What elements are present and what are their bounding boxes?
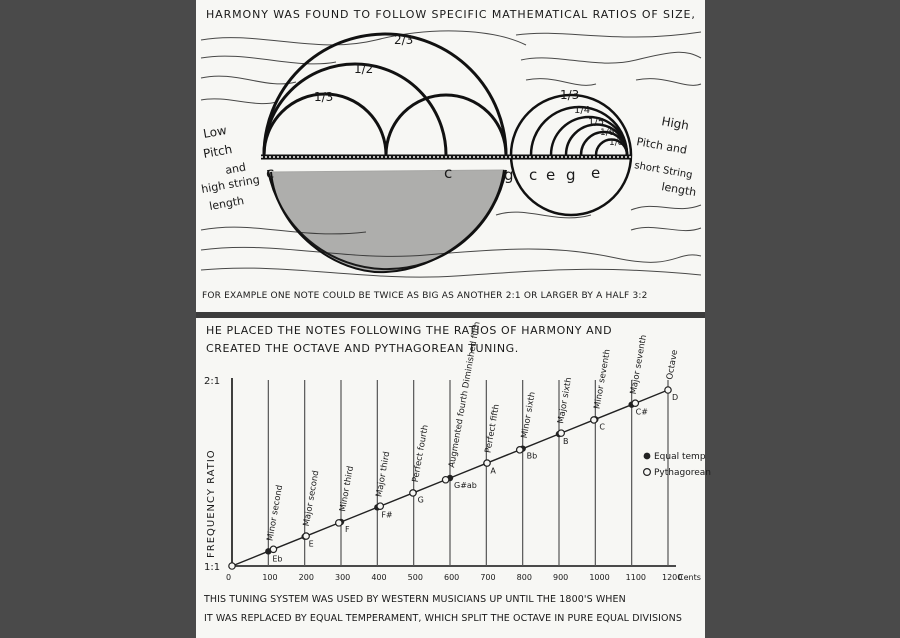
pythagorean-point-996 [591, 417, 597, 423]
interval-name-600: Augmented fourth Diminished fifth [447, 321, 483, 469]
x-axis-label: Cents [678, 573, 701, 582]
pythagorean-point-0 [229, 563, 235, 569]
note-label-1000: C [599, 422, 605, 432]
harmony-ratio-illustration [196, 0, 705, 313]
interval-name-900: Major sixth [556, 376, 575, 425]
interval-name-200: Major second [301, 469, 322, 528]
top-page-footer: FOR EXAMPLE ONE NOTE COULD BE TWICE AS BIG AS ANOTHER 2:1 OR LARGER BY A HALF 3:2 [202, 291, 648, 301]
arc-label-1-5: 1/5 [588, 117, 605, 128]
interval-name-300: Minor third [338, 465, 356, 513]
x-tick-label-1100: 1100 [625, 573, 647, 582]
y-axis-label: FREQUENCY RATIO [206, 449, 217, 558]
pythagorean-point-1200 [665, 387, 671, 393]
arc-label-2-3: 2/3 [394, 33, 414, 47]
bottom-page-heading-line-2: CREATED THE OCTAVE AND PYTHAGOREAN TUNING. [206, 342, 519, 355]
bottom-page-footer-line-1: THIS TUNING SYSTEM WAS USED BY WESTERN MUSICIANS UP UNTIL THE 1800'S WHEN [204, 594, 626, 605]
note-label-500: G [417, 495, 424, 505]
legend-equal-temp-label: Equal temp [654, 452, 706, 462]
arc-label-1-3-left: 1/3 [314, 90, 334, 104]
arc-label-1-8: 1/8 [609, 138, 624, 148]
bottom-page-footer-line-2: IT WAS REPLACED BY EQUAL TEMPERAMENT, WHICH SPLIT THE OCTAVE IN PURE EQUAL DIVISIONS [204, 613, 682, 624]
bottom-page-heading-line-1: HE PLACED THE NOTES FOLLOWING THE RATIOS OF HARMONY AND [206, 324, 613, 337]
note-label-100: Eb [272, 554, 283, 564]
note-label-600: G#ab [454, 481, 477, 490]
x-tick-label-400: 400 [371, 573, 387, 582]
interval-name-1200: Octave [665, 349, 681, 381]
x-tick-label-1200: 1200 [662, 573, 683, 582]
arc-label-1-4: 1/4 [574, 105, 591, 116]
note-label-300: F [345, 525, 350, 534]
low-label-line-1: Low [202, 123, 228, 141]
legend-equal-temp-marker [644, 453, 651, 460]
hatched-lower-half [271, 170, 504, 272]
x-tick-label-1000: 1000 [589, 573, 610, 582]
x-tick-label-200: 200 [298, 573, 314, 582]
arc-label-1-2: 1/2 [354, 62, 374, 76]
y-tick-label-2-1: 2:1 [204, 376, 221, 387]
legend-pythagorean-marker [644, 469, 651, 476]
low-label-line-2: Pitch [202, 142, 234, 161]
note-label-400: F# [381, 510, 393, 520]
top-page-heading: HARMONY WAS FOUND TO FOLLOW SPECIFIC MATHEMATICAL RATIOS OF SIZE, [206, 8, 696, 21]
interval-name-700: Perfect fifth [483, 403, 502, 454]
pythagorean-point-204 [303, 533, 309, 539]
pythagorean-point-792 [517, 447, 523, 453]
high-label-line-2: Pitch and [635, 135, 688, 157]
legend-pythagorean-label: Pythagorean [654, 468, 711, 478]
pythagorean-point-1110 [632, 400, 638, 406]
interval-name-1000: Minor seventh [592, 348, 613, 410]
low-label-line-3: and [224, 160, 247, 177]
y-tick-label-1-1: 1:1 [204, 562, 221, 573]
arc-label-1-3-right: 1/3 [560, 88, 580, 102]
high-label-line-3: short String [633, 160, 694, 182]
note-e-2: e [591, 164, 601, 182]
large-circle-group [264, 34, 506, 272]
note-label-700: A [490, 466, 496, 476]
x-tick-label-600: 600 [444, 573, 460, 582]
pythagorean-point-588 [442, 477, 448, 483]
note-e-1: e [546, 166, 556, 184]
note-label-800: Bb [526, 451, 538, 461]
interval-name-800: Minor sixth [519, 391, 538, 440]
x-tick-label-900: 900 [553, 573, 569, 582]
x-tick-label-500: 500 [407, 573, 423, 582]
high-label-line-1: High [660, 114, 691, 133]
x-tick-label-0: 0 [226, 573, 232, 582]
note-c-3: c [529, 166, 538, 184]
x-tick-label-800: 800 [516, 573, 532, 582]
note-label-200: E [308, 539, 314, 549]
sketchbook-page-bottom [196, 318, 711, 638]
x-tick-label-300: 300 [335, 573, 351, 582]
interval-name-100: Minor second [265, 484, 286, 542]
pythagorean-point-702 [484, 460, 490, 466]
sketchbook-page-top [196, 0, 705, 313]
pythagorean-point-114 [270, 546, 276, 552]
interval-name-500: Perfect fourth [410, 424, 431, 484]
note-c-1: c [266, 164, 275, 182]
note-g-1: g [504, 166, 514, 184]
x-tick-label-700: 700 [480, 573, 496, 582]
interval-name-1100: Major seventh [628, 334, 650, 396]
low-label-line-4: high string [200, 172, 261, 196]
low-label-line-5: length [208, 194, 246, 213]
pythagorean-point-294 [336, 520, 342, 526]
note-label-900: B [563, 437, 569, 446]
interval-name-400: Major third [374, 450, 393, 498]
high-label-line-4: length [660, 180, 698, 200]
pythagorean-point-906 [558, 430, 564, 436]
x-tick-label-100: 100 [262, 573, 278, 582]
note-label-1100: C# [635, 407, 648, 417]
note-g-2: g [566, 166, 576, 184]
pythagorean-point-408 [377, 503, 383, 509]
note-label-1200: D [672, 393, 679, 402]
arc-label-1-6: 1/6 [600, 128, 615, 138]
note-c-2: c [444, 164, 453, 182]
pythagorean-point-498 [410, 490, 416, 496]
